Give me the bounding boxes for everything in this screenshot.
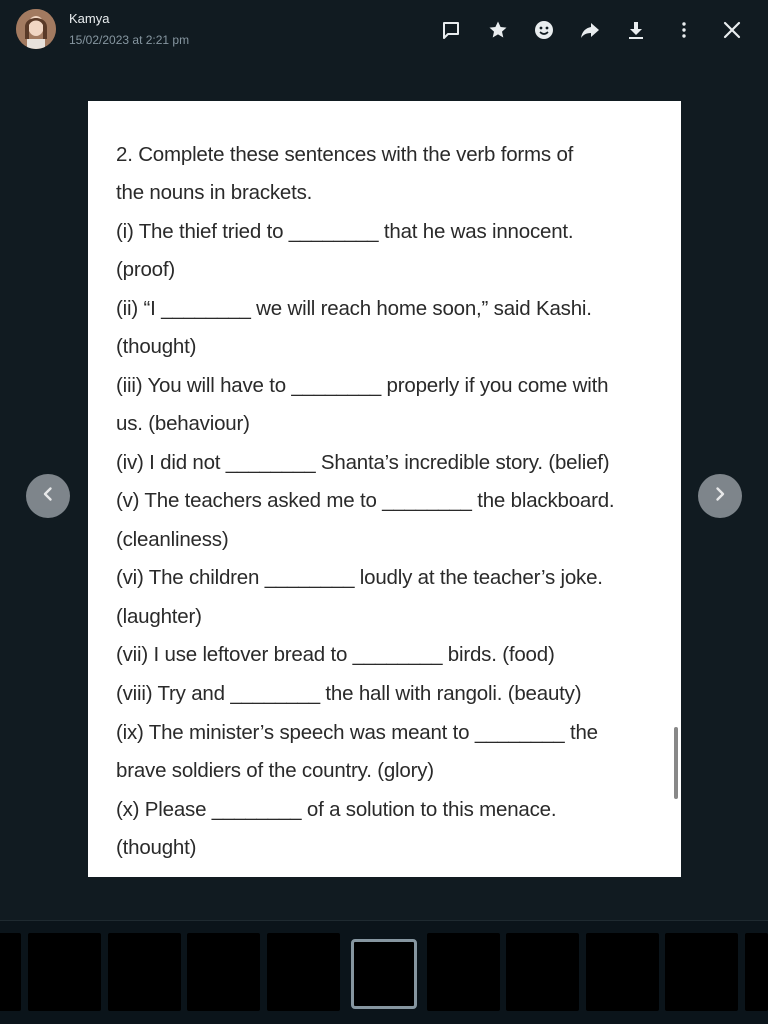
star-icon: [488, 20, 508, 40]
media-thumbnail[interactable]: [745, 933, 768, 1011]
document-line: (ix) The minister’s speech was meant to ________ the: [116, 721, 598, 744]
viewer-header: [0, 0, 768, 62]
reply-button[interactable]: [437, 16, 465, 44]
document-line: 2. Complete these sentences with the verb forms of: [116, 143, 574, 166]
media-thumbnail[interactable]: [427, 933, 500, 1011]
document-line: (viii) Try and ________ the hall with rangoli. (beauty): [116, 682, 582, 705]
download-icon: [626, 20, 646, 40]
forward-button[interactable]: [576, 16, 604, 44]
document-line: (iv) I did not ________ Shanta’s incredible story. (belief): [116, 451, 610, 474]
document-line: (vii) I use leftover bread to ________ birds. (food): [116, 643, 555, 666]
more-icon: [674, 20, 694, 40]
document-line: brave soldiers of the country. (glory): [116, 759, 434, 782]
media-thumbnail[interactable]: [586, 933, 659, 1011]
close-icon: [722, 20, 742, 40]
chevron-left-icon: [40, 486, 56, 507]
download-button[interactable]: [622, 16, 650, 44]
sender-name: Kamya: [69, 11, 110, 26]
document-line: (thought): [116, 335, 197, 358]
avatar[interactable]: [16, 9, 56, 49]
document-line: (cleanliness): [116, 528, 229, 551]
media-thumbnail[interactable]: [187, 933, 260, 1011]
document-line: (ii) “I ________ we will reach home soon,” said Kashi.: [116, 297, 592, 320]
message-timestamp: 15/02/2023 at 2:21 pm: [69, 33, 190, 47]
thumbnail-strip: [0, 920, 768, 1024]
media-thumbnail[interactable]: [506, 933, 579, 1011]
close-button[interactable]: [718, 16, 746, 44]
document-line: (proof): [116, 258, 175, 281]
media-thumbnail[interactable]: [108, 933, 181, 1011]
media-image: [88, 101, 681, 877]
document-line: the nouns in brackets.: [116, 181, 313, 204]
media-thumbnail-selected[interactable]: [351, 939, 417, 1009]
document-line: us. (behaviour): [116, 412, 250, 435]
more-options-button[interactable]: [670, 16, 698, 44]
document-line: (i) The thief tried to ________ that he was innocent.: [116, 220, 574, 243]
media-thumbnail[interactable]: [28, 933, 101, 1011]
media-thumbnail[interactable]: [267, 933, 340, 1011]
forward-icon: [580, 20, 600, 40]
star-button[interactable]: [484, 16, 512, 44]
document-line: (iii) You will have to ________ properly if you come with: [116, 374, 609, 397]
document-line: (x) Please ________ of a solution to this menace.: [116, 798, 557, 821]
emoji-icon: [534, 20, 554, 40]
document-line: (v) The teachers asked me to ________ the blackboard.: [116, 489, 615, 512]
react-button[interactable]: [530, 16, 558, 44]
document-line: (vi) The children ________ loudly at the teacher’s joke.: [116, 566, 603, 589]
reply-icon: [441, 20, 461, 40]
next-media-button[interactable]: [698, 474, 742, 518]
chevron-right-icon: [712, 486, 728, 507]
media-thumbnail[interactable]: [0, 933, 21, 1011]
media-thumbnail[interactable]: [665, 933, 738, 1011]
document-line: (laughter): [116, 605, 202, 628]
previous-media-button[interactable]: [26, 474, 70, 518]
scrollbar[interactable]: [674, 727, 678, 799]
document-line: (thought): [116, 836, 197, 859]
